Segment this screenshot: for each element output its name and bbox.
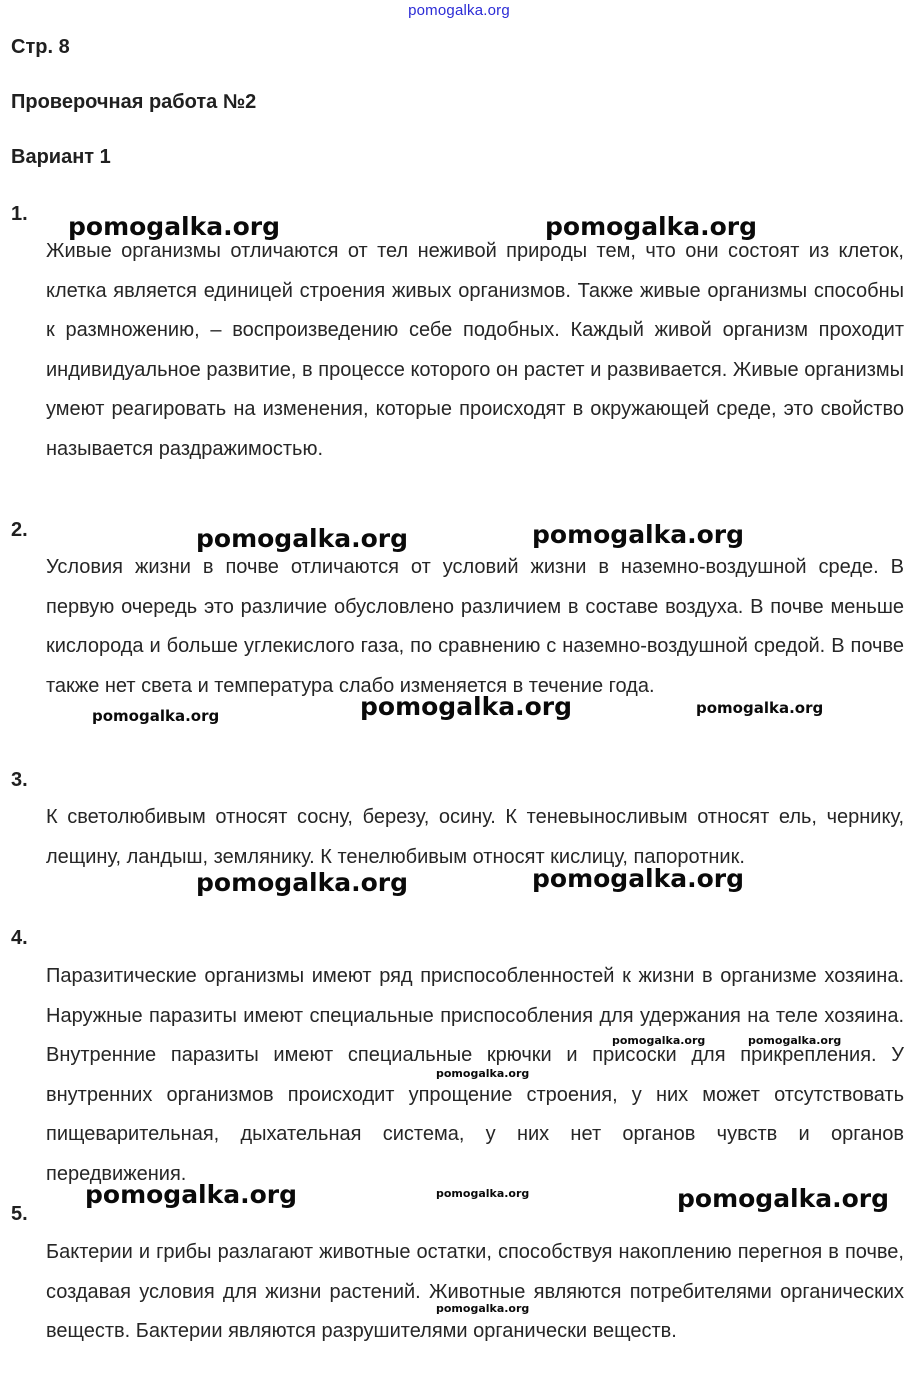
answer-text-3: К светолюбивым относят сосну, березу, осину. К теневыносливым относят ель, чернику, лещину, ландыш, землянику. К тенелюбивым относят кислицу, папоротник. — [46, 806, 904, 868]
answer-text-4: Паразитические организмы имеют ряд приспособленностей к жизни в организме хозяина. Наружные паразиты имеют специальные приспособления для удержания на теле хозяина. Внутренние паразиты имеют специальные крючки и присоски для прикрепления. У внутренних организмов происходит упрощение строения, у них может отсутствовать пищеварительная, дыхательная система, у них нет органов чувств и органов передвижения. — [46, 965, 904, 1185]
answer-number-1: 1. — [11, 203, 28, 225]
variant-label: Вариант 1 — [11, 146, 111, 168]
answer-number-4: 4. — [11, 927, 28, 949]
watermark-overlay: pomogalka.org — [196, 868, 409, 897]
watermark-overlay: pomogalka.org — [436, 1187, 530, 1200]
work-title: Проверочная работа №2 — [11, 91, 257, 113]
watermark-overlay: pomogalka.org — [696, 699, 824, 717]
answer-text-2: Условия жизни в почве отличаются от условий жизни в наземно-воздушной среде. В первую очередь это различие обусловлено различием в составе воздуха. В почве меньше кислорода и больше углекислого газа, по сравнению с наземно-воздушной средой. В почве также нет света и температура слабо изменяется в течение года. — [46, 556, 904, 697]
watermark-overlay: pomogalka.org — [532, 864, 745, 893]
watermark-overlay: pomogalka.org — [436, 1067, 530, 1080]
watermark-overlay: pomogalka.org — [612, 1034, 706, 1047]
watermark-overlay: pomogalka.org — [436, 1302, 530, 1315]
header-watermark: pomogalka.org — [408, 2, 510, 19]
watermark-overlay: pomogalka.org — [92, 707, 220, 725]
watermark-overlay: pomogalka.org — [545, 212, 758, 241]
watermark-overlay: pomogalka.org — [748, 1034, 842, 1047]
answer-text-5: Бактерии и грибы разлагают животные остатки, способствуя накоплению перегноя в почве, создавая условия для жизни растений. Животные являются потребителями органических веществ. Бактерии являются разрушителями органически веществ. — [46, 1241, 904, 1343]
watermark-overlay: pomogalka.org — [85, 1180, 298, 1209]
watermark-overlay: pomogalka.org — [68, 212, 281, 241]
watermark-overlay: pomogalka.org — [360, 692, 573, 721]
answer-number-5: 5. — [11, 1203, 28, 1225]
watermark-overlay: pomogalka.org — [196, 524, 409, 553]
page-number: Стр. 8 — [11, 36, 70, 58]
answer-number-2: 2. — [11, 519, 28, 541]
watermark-overlay: pomogalka.org — [532, 520, 745, 549]
watermark-overlay: pomogalka.org — [677, 1184, 890, 1213]
answer-text-1: Живые организмы отличаются от тел неживой природы тем, что они состоят из клеток, клетка является единицей строения живых организмов. Также живые организмы способны к размножению, – воспроизведению себе подобных. Каждый живой организм проходит индивидуальное развитие, в процессе которого он растет и развивается. Живые организмы умеют реагировать на изменения, которые происходят в окружающей среде, это свойство называется раздражимостью. — [46, 240, 904, 460]
answer-number-3: 3. — [11, 769, 28, 791]
